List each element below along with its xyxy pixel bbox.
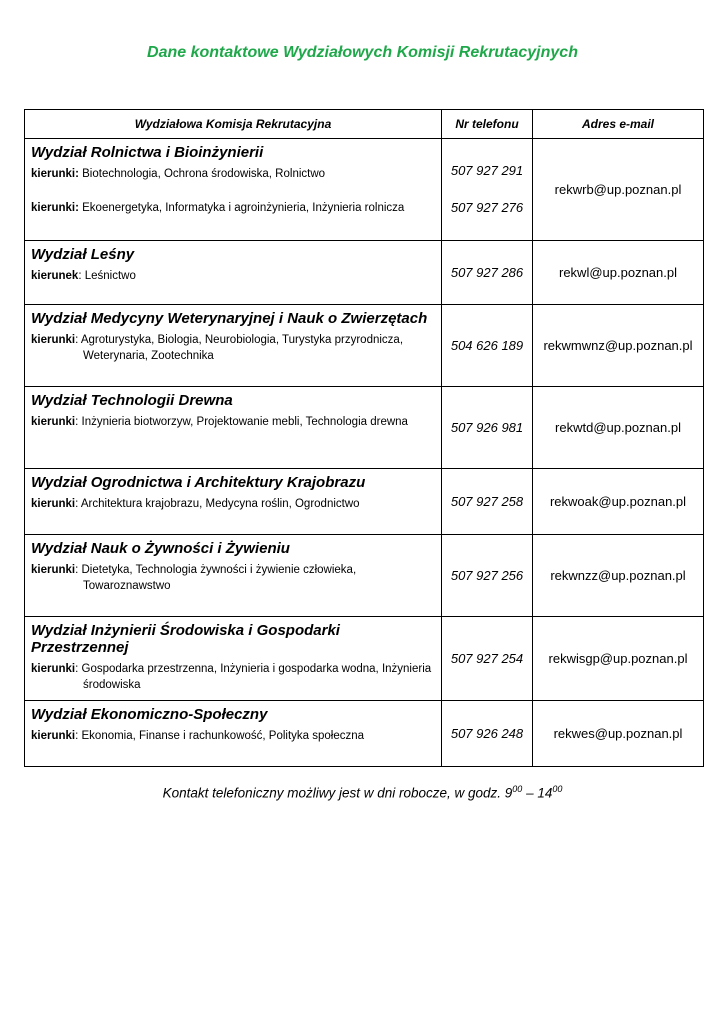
- page-title: Dane kontaktowe Wydziałowych Komisji Rekrutacyjnych: [147, 44, 578, 61]
- programs-line: [31, 200, 435, 216]
- phone-number[interactable]: 507 927 286: [450, 265, 524, 280]
- programs-label: kierunki:: [31, 168, 79, 180]
- hour-from: 9: [504, 785, 513, 801]
- programs-line: [31, 166, 435, 182]
- programs-line: [31, 562, 435, 594]
- phone-cell: [442, 387, 533, 469]
- department-cell: [25, 617, 442, 701]
- programs-label: kierunki: [31, 334, 76, 346]
- programs-text: : Gospodarka przestrzenna, Inżynieria i gospodarka wodna, Inżynieria środowiska: [75, 663, 432, 691]
- phone-cell: [442, 305, 533, 387]
- programs-line: [31, 661, 435, 693]
- email-cell: [533, 139, 704, 241]
- programs-text: : Agroturystyka, Biologia, Neurobiologia, Turystyka przyrodnicza, Weterynaria, Zootechnika: [75, 334, 404, 362]
- table-row: [25, 535, 704, 617]
- email-cell: [533, 469, 704, 535]
- email-link[interactable]: rekwnzz@up.poznan.pl: [550, 568, 686, 583]
- header-email: Adres e-mail: [533, 110, 704, 139]
- department-name: Wydział Medycyny Weterynaryjnej i Nauk o Zwierzętach: [31, 310, 428, 327]
- department-cell: [25, 139, 442, 241]
- programs-label: kierunki: [31, 416, 76, 428]
- table-row: [25, 241, 704, 305]
- department-cell: [25, 535, 442, 617]
- header-phone: Nr telefonu: [442, 110, 533, 139]
- programs-line: [31, 414, 435, 430]
- department-name: Wydział Ekonomiczno-Społeczny: [31, 706, 268, 723]
- contact-hours-note: [0, 784, 725, 801]
- phone-cell: [442, 701, 533, 767]
- phone-number[interactable]: 507 927 254: [450, 651, 524, 666]
- hour-to: 14: [537, 785, 553, 801]
- programs-line: [31, 268, 435, 284]
- phone-number[interactable]: 507 927 256: [450, 568, 524, 583]
- department-name: Wydział Leśny: [31, 246, 135, 263]
- email-link[interactable]: rekwes@up.poznan.pl: [553, 726, 683, 741]
- email-cell: [533, 387, 704, 469]
- table-row: [25, 701, 704, 767]
- table-row: [25, 469, 704, 535]
- table-row: [25, 387, 704, 469]
- programs-text: Ekoenergetyka, Informatyka i agroinżynieria, Inżynieria rolnicza: [78, 202, 405, 214]
- contact-hours-text: Kontakt telefoniczny możliwy jest w dni robocze, w godz.: [162, 785, 505, 801]
- programs-line: [31, 496, 435, 512]
- programs-label: kierunek: [31, 270, 79, 282]
- hours-dash: –: [522, 785, 538, 801]
- minutes-from: 00: [512, 784, 523, 794]
- phone-cell: [442, 617, 533, 701]
- phone-number[interactable]: 507 926 248: [450, 726, 524, 741]
- programs-line: [31, 332, 435, 364]
- email-cell: [533, 617, 704, 701]
- department-cell: [25, 305, 442, 387]
- programs-text: Biotechnologia, Ochrona środowiska, Rolnictwo: [78, 168, 326, 180]
- programs-text: : Dietetyka, Technologia żywności i żywienie człowieka, Towaroznawstwo: [75, 564, 357, 592]
- programs-text: : Inżynieria biotworzyw, Projektowanie mebli, Technologia drewna: [75, 416, 408, 428]
- department-cell: [25, 387, 442, 469]
- phone-number[interactable]: 507 927 291: [450, 163, 524, 178]
- department-cell: [25, 241, 442, 305]
- phone-cell: [442, 241, 533, 305]
- phone-number[interactable]: 507 926 981: [450, 420, 524, 435]
- email-link[interactable]: rekwmwnz@up.poznan.pl: [543, 338, 693, 353]
- programs-label: kierunki: [31, 730, 76, 742]
- department-name: Wydział Ogrodnictwa i Architektury Krajobrazu: [31, 474, 366, 491]
- programs-text: : Architektura krajobrazu, Medycyna roślin, Ogrodnictwo: [75, 498, 360, 510]
- table-header-row: [25, 110, 704, 139]
- programs-label: kierunki: [31, 564, 76, 576]
- phone-number[interactable]: 504 626 189: [450, 338, 524, 353]
- phone-number[interactable]: 507 927 276: [450, 200, 524, 215]
- email-cell: [533, 241, 704, 305]
- email-cell: [533, 701, 704, 767]
- table-row: [25, 139, 704, 241]
- email-link[interactable]: rekwoak@up.poznan.pl: [549, 494, 687, 509]
- contacts-table: [24, 109, 704, 767]
- programs-label: kierunki: [31, 498, 76, 510]
- department-cell: [25, 469, 442, 535]
- department-name: Wydział Technologii Drewna: [31, 392, 233, 409]
- email-link[interactable]: rekwrb@up.poznan.pl: [554, 182, 682, 197]
- table-row: [25, 305, 704, 387]
- programs-text: : Leśnictwo: [78, 270, 136, 282]
- phone-cell: [442, 469, 533, 535]
- email-cell: [533, 305, 704, 387]
- programs-label: kierunki:: [31, 202, 79, 214]
- department-name: Wydział Nauk o Żywności i Żywieniu: [31, 540, 290, 557]
- phone-cell: [442, 139, 533, 241]
- department-cell: [25, 701, 442, 767]
- table-row: [25, 617, 704, 701]
- department-name: Wydział Rolnictwa i Bioinżynierii: [31, 144, 264, 161]
- email-cell: [533, 535, 704, 617]
- programs-label: kierunki: [31, 663, 76, 675]
- phone-number[interactable]: 507 927 258: [450, 494, 524, 509]
- phone-cell: [442, 535, 533, 617]
- email-link[interactable]: rekwl@up.poznan.pl: [559, 265, 677, 280]
- header-committee: Wydziałowa Komisja Rekrutacyjna: [25, 110, 442, 139]
- email-link[interactable]: rekwtd@up.poznan.pl: [555, 420, 681, 435]
- programs-line: [31, 728, 435, 744]
- programs-text: : Ekonomia, Finanse i rachunkowość, Polityka społeczna: [75, 730, 365, 742]
- department-name: Wydział Inżynierii Środowiska i Gospodarki Przestrzennej: [31, 622, 340, 656]
- minutes-to: 00: [552, 784, 563, 794]
- email-link[interactable]: rekwisgp@up.poznan.pl: [548, 651, 688, 666]
